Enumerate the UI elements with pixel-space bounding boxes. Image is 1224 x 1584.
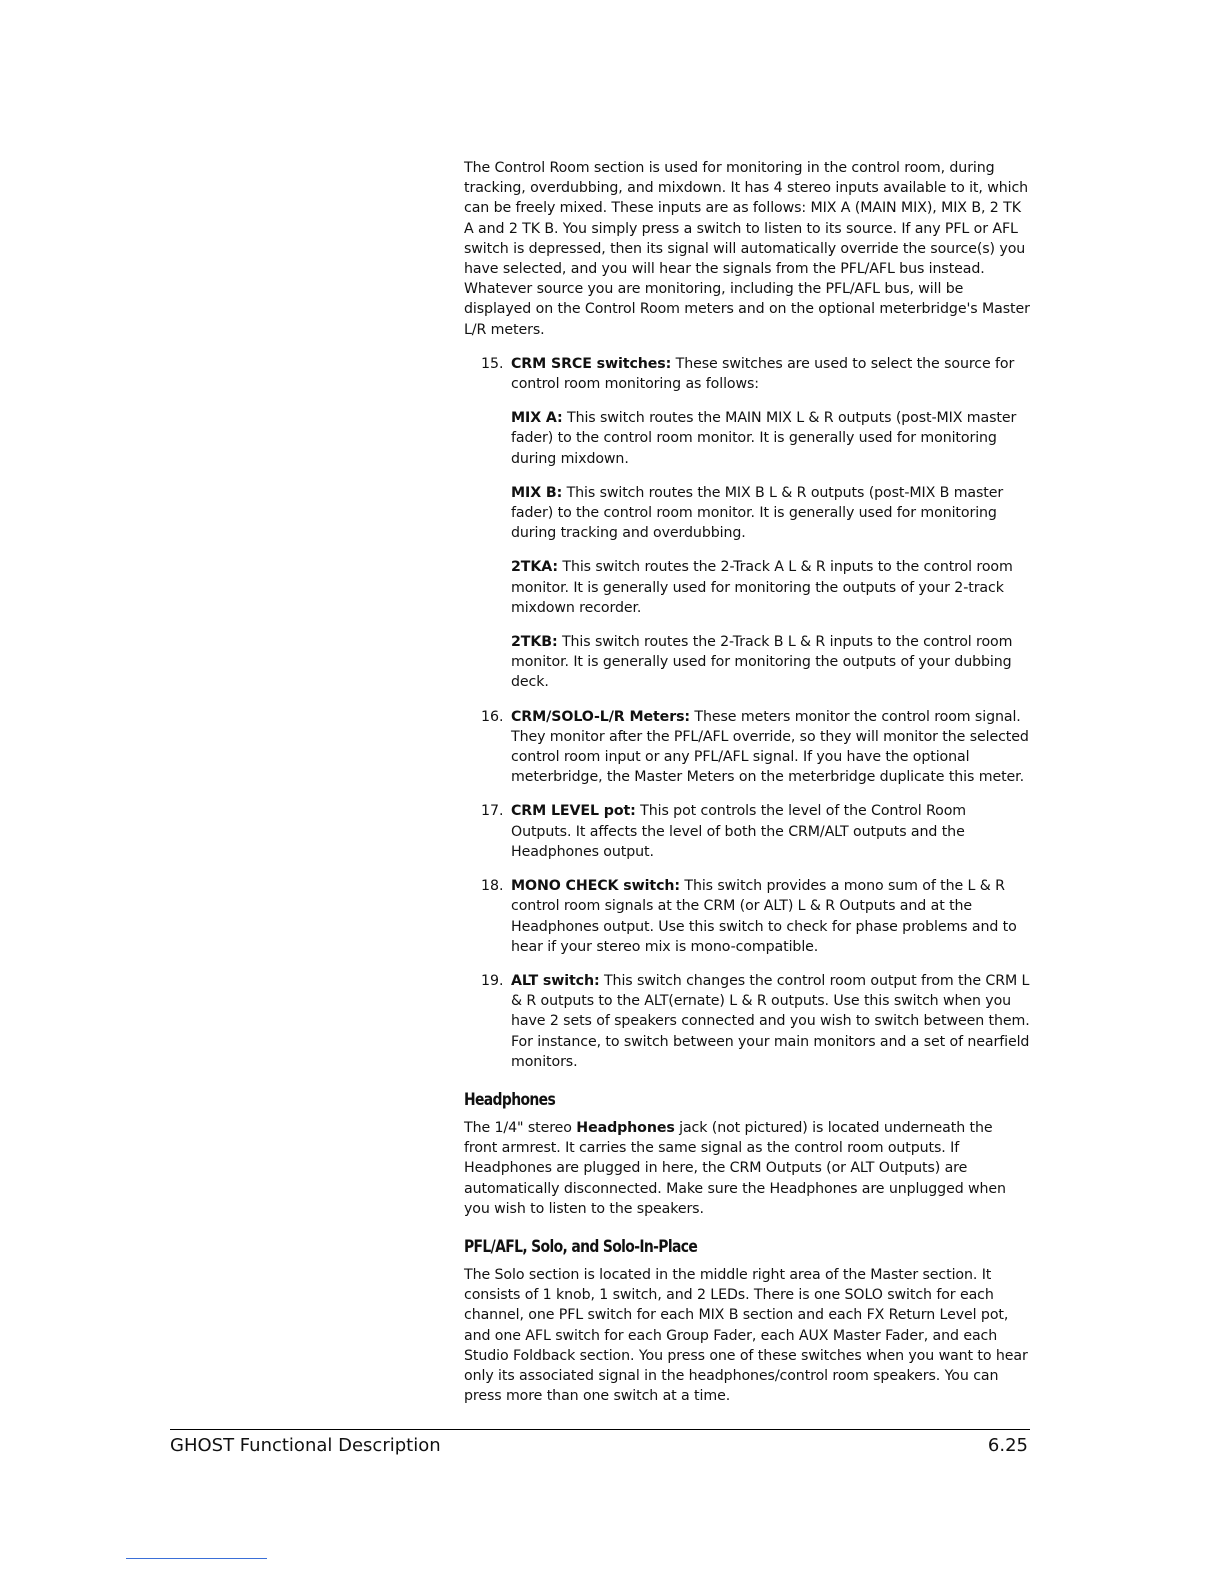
item-body: This pot controls the level of the Control Room Outputs. It affects the level of both the CRM/ALT outputs and the Headphones output.	[511, 803, 967, 860]
sub-lead: 2TKA:	[511, 559, 558, 576]
item-number: 17.	[481, 803, 504, 820]
item-lead: CRM SRCE switches:	[511, 355, 672, 372]
item-lead: MONO CHECK switch:	[511, 878, 680, 895]
list-item-17	[464, 801, 1030, 862]
footer-rule	[170, 1429, 1030, 1430]
headphones-text-pre: The 1/4" stereo	[464, 1119, 577, 1136]
item-lead: CRM/SOLO-L/R Meters:	[511, 708, 691, 725]
sub-body: This switch routes the MAIN MIX L & R outputs (post-MIX master fader) to the control room monitor. It is generally used for monitoring during mixdown.	[511, 410, 1017, 467]
item-text	[511, 971, 1030, 1072]
sub-item-mix-b	[511, 483, 1030, 544]
sub-lead: MIX A:	[511, 410, 563, 427]
list-item-15	[464, 354, 1030, 693]
item-text	[511, 354, 1030, 394]
main-column	[464, 158, 1030, 1406]
item-text	[511, 876, 1030, 957]
item-text	[511, 707, 1030, 788]
bottom-underline	[126, 1558, 267, 1559]
item-text	[511, 801, 1030, 862]
headphones-text-post: jack (not pictured) is located underneath the front armrest. It carries the same signal as the control room outputs. If Headphones are plugged in here, the CRM Outputs (or ALT Outputs) are automatically disconnected. Make sure the Headphones are unplugged when you wish to listen to the speakers.	[464, 1119, 1006, 1217]
item-body: These switches are used to select the source for control room monitoring as follows:	[511, 355, 1015, 393]
sub-body: This switch routes the MIX B L & R outputs (post-MIX B master fader) to the control room monitor. It is generally used for monitoring during tracking and overdubbing.	[511, 484, 1004, 542]
headphones-paragraph	[464, 1118, 1030, 1219]
headphones-text-bold: Headphones	[576, 1119, 675, 1136]
list-item-18	[464, 876, 1030, 957]
intro-paragraph: The Control Room section is used for monitoring in the control room, during tracking, overdubbing, and mixdown. It has 4 stereo inputs available to it, which can be freely mixed. These inputs are as follows: MIX A (MAIN MIX), MIX B, 2 TK A and 2 TK B. You simply press a switch to listen to its source. If any PFL or AFL switch is depressed, then its signal will automatically override the source(s) you have selected, and you will hear the signals from the PFL/AFL bus instead. Whatever source you are monitoring, including the PFL/AFL bus, will be displayed on the Control Room meters and on the optional meterbridge's Master L/R meters.	[464, 160, 1030, 338]
footer-title: GHOST Functional Description	[170, 1435, 441, 1456]
sub-item-2tkb	[511, 632, 1030, 693]
item-body: This switch provides a mono sum of the L & R control room signals at the CRM (or ALT) L & R Outputs and at the Headphones output. Use this switch to check for phase problems and to hear if your stereo mix is mono-compatible.	[511, 878, 1017, 955]
item-body: This switch changes the control room output from the CRM L & R outputs to the ALT(ernate) L & R outputs. Use this switch when you have 2 sets of speakers connected and you wish to switch between them. For instance, to switch between your main monitors and a set of nearfield monitors.	[511, 972, 1030, 1070]
sub-body: This switch routes the 2-Track A L & R inputs to the control room monitor. It is generally used for monitoring the outputs of your 2-track mixdown recorder.	[511, 559, 1013, 616]
list-item-19	[464, 971, 1030, 1072]
item-number: 19.	[481, 972, 504, 989]
item-body: These meters monitor the control room signal. They monitor after the PFL/AFL override, so they will monitor the selected control room input or any PFL/AFL signal. If you have the optional meterbridge, the Master Meters on the meterbridge duplicate this meter.	[511, 708, 1029, 786]
sub-body: This switch routes the 2-Track B L & R inputs to the control room monitor. It is generally used for monitoring the outputs of your dubbing deck.	[511, 634, 1013, 691]
solo-heading: PFL/AFL, Solo, and Solo-In-Place	[464, 1236, 698, 1257]
item-number: 16.	[481, 708, 504, 725]
sub-item-mix-a	[511, 408, 1030, 469]
sub-lead: 2TKB:	[511, 634, 558, 651]
sub-list	[511, 408, 1030, 692]
sub-lead: MIX B:	[511, 484, 563, 501]
item-number: 18.	[481, 878, 504, 895]
item-number: 15.	[481, 355, 504, 372]
item-lead: CRM LEVEL pot:	[511, 803, 636, 820]
page-number: 6.25	[987, 1435, 1028, 1456]
solo-paragraph: The Solo section is located in the middle right area of the Master section. It consists of 1 knob, 1 switch, and 2 LEDs. There is one SOLO switch for each channel, one PFL switch for each MIX B section and each FX Return Level pot, and one AFL switch for each Group Fader, each AUX Master Fader, and each Studio Foldback section. You press one of these switches when you want to hear only its associated signal in the headphones/control room speakers. You can press more than one switch at a time.	[464, 1266, 1028, 1405]
headphones-heading: Headphones	[464, 1089, 556, 1110]
item-lead: ALT switch:	[511, 972, 600, 989]
sub-item-2tka	[511, 557, 1030, 618]
list-item-16	[464, 707, 1030, 788]
